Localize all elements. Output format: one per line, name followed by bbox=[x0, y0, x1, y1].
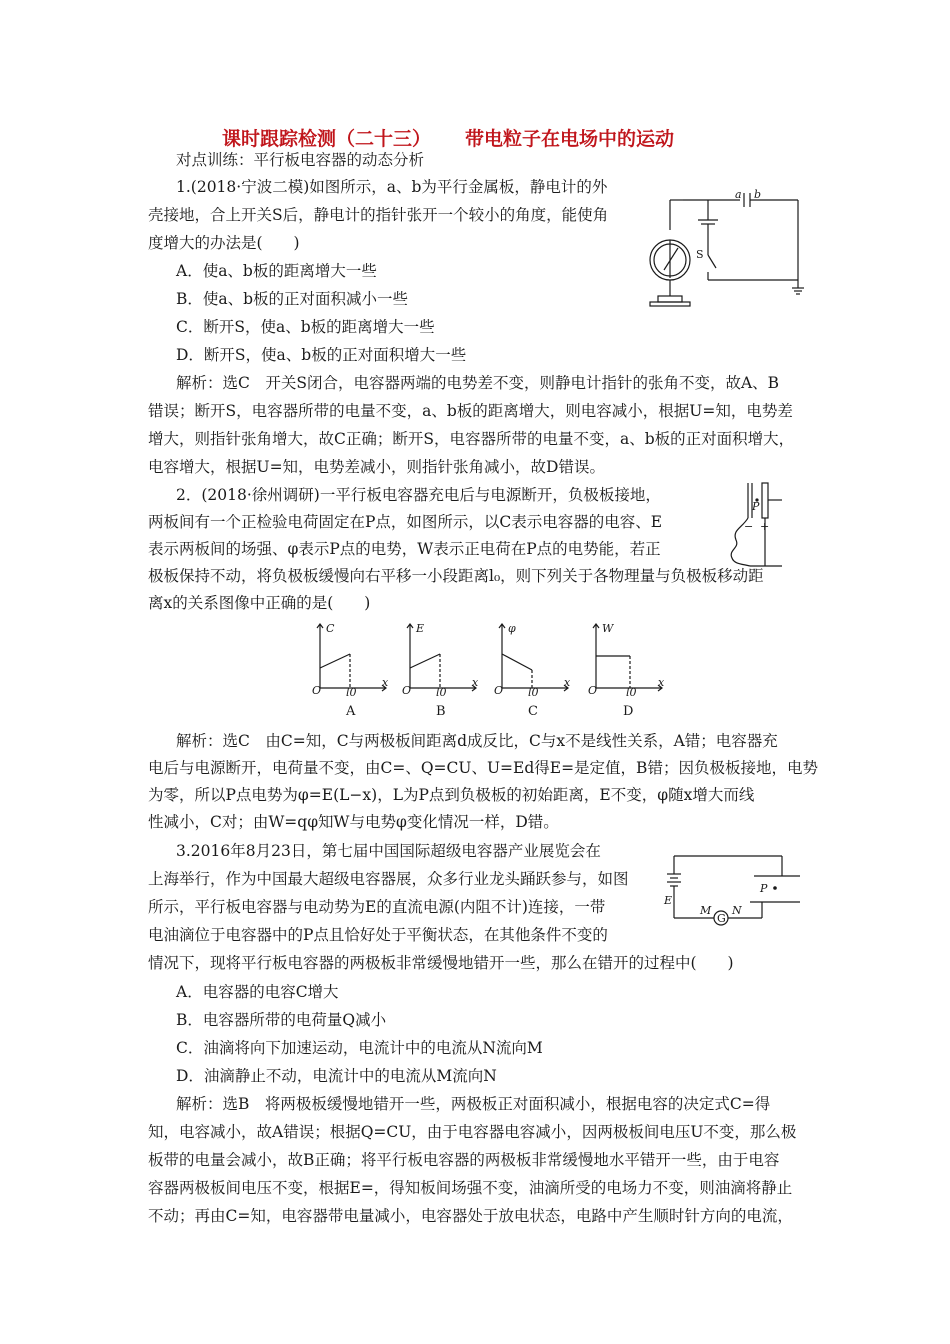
q1-solution-1: 解析：选C 开关S闭合，电容器两端的电势差不变，则静电计指针的张角不变，故A、B bbox=[176, 374, 780, 392]
q3-fig-label-e: E bbox=[664, 894, 673, 907]
title-main: 课时跟踪检测（二十三） bbox=[222, 128, 432, 150]
title-sub: 带电粒子在电场中的运动 bbox=[465, 128, 675, 150]
q3-solution-3: 板带的电量会减小，故B正确；将平行板电容器的两极板非常缓慢地水平错开一些，由于电容 bbox=[148, 1151, 780, 1169]
q1-line-2: 壳接地，合上开关S后，静电计的指针张开一个较小的角度，能使角 bbox=[148, 206, 609, 224]
q3-solution-1: 解析：选B 将两极板缓慢地错开一些，两极板正对面积减小，根据电容的决定式C=得 bbox=[176, 1095, 771, 1113]
graph-d-caption: D bbox=[623, 704, 634, 719]
graph-d-tick: l0 bbox=[626, 686, 637, 699]
q2-line-4: 极板保持不动，将负极板缓慢向右平移一小段距离l₀，则下列关于各物理量与负极板移动距 bbox=[148, 567, 764, 585]
q2-fig-label-p: P bbox=[752, 500, 760, 513]
q1-option-a: A．使a、b板的距离增大一些 bbox=[176, 262, 377, 280]
q2-line-5: 离x的关系图像中正确的是( ) bbox=[148, 594, 371, 612]
q2-solution-2: 电后与电源断开，电荷量不变，由C=、Q=CU、U=Ed得E=是定值，B错；因负极板接地，电势 bbox=[148, 759, 818, 777]
q2-fig-label-minus: − bbox=[744, 520, 754, 533]
graph-a bbox=[310, 620, 390, 699]
q3-line-4: 电油滴位于电容器中的P点且恰好处于平衡状态，在其他条件不变的 bbox=[148, 926, 608, 944]
graph-b-ylabel: E bbox=[416, 622, 425, 635]
q1-solution-2: 错误；断开S，电容器所带的电量不变，a、b板的距离增大，则电容减小，根据U=知，电势差 bbox=[148, 402, 793, 420]
q2-solution-4: 性减小，C对；由W=qφ知W与电势φ变化情况一样，D错。 bbox=[148, 813, 559, 831]
q3-line-3: 所示，平行板电容器与电动势为E的直流电源(内阻不计)连接，一带 bbox=[148, 898, 606, 916]
graph-b-tick: l0 bbox=[436, 686, 447, 699]
q3-circuit-figure bbox=[662, 852, 812, 924]
q3-option-d: D．油滴静止不动，电流计中的电流从M流向N bbox=[176, 1067, 497, 1085]
q3-solution-2: 知，电容减小，故A错误；根据Q=CU，由于电容器电容减小，因两极板间电压U不变，那么极 bbox=[148, 1123, 797, 1141]
q2-line-2: 两板间有一个正检验电荷固定在P点，如图所示，以C表示电容器的电容、E bbox=[148, 513, 663, 531]
page-title bbox=[222, 124, 674, 151]
q2-fig-label-plus: + bbox=[760, 520, 770, 533]
graph-d bbox=[586, 620, 666, 699]
graph-c-ylabel: φ bbox=[508, 622, 516, 635]
q3-fig-label-m: M bbox=[700, 904, 712, 917]
graph-d-ylabel: W bbox=[602, 622, 614, 635]
q2-line-3: 表示两板间的场强、φ表示P点的电势，W表示正电荷在P点的电势能，若正 bbox=[148, 540, 661, 558]
q1-electrometer-figure bbox=[640, 190, 810, 330]
graph-c-curve bbox=[502, 654, 532, 670]
q3-line-2: 上海举行，作为中国最大超级电容器展，众多行业龙头踊跃参与，如图 bbox=[148, 870, 629, 888]
graph-d-xlabel: x bbox=[658, 676, 665, 689]
graph-a-origin: O bbox=[312, 684, 322, 697]
q3-fig-label-n: N bbox=[732, 904, 742, 917]
q2-line-1: 2．(2018·徐州调研)一平行板电容器充电后与电源断开，负极板接地， bbox=[176, 486, 661, 504]
graph-a-xlabel: x bbox=[382, 676, 389, 689]
graph-b-origin: O bbox=[402, 684, 412, 697]
graph-b bbox=[400, 620, 480, 699]
graph-c-caption: C bbox=[528, 704, 538, 719]
q1-line-1: 1.(2018·宁波二模)如图所示，a、b为平行金属板，静电计的外 bbox=[176, 178, 608, 196]
q3-option-c: C．油滴将向下加速运动，电流计中的电流从N流向M bbox=[176, 1039, 543, 1057]
q3-option-b: B．电容器所带的电荷量Q减小 bbox=[176, 1011, 387, 1029]
q1-option-d: D．断开S，使a、b板的正对面积增大一些 bbox=[176, 346, 467, 364]
q2-capacitor-figure bbox=[722, 478, 792, 578]
q2-solution-1: 解析：选C 由C=知，C与两极板间距离d成反比，C与x不是线性关系，A错；电容器充 bbox=[176, 732, 778, 750]
graph-c-xlabel: x bbox=[564, 676, 571, 689]
q3-line-5: 情况下，现将平行板电容器的两极板非常缓慢地错开一些，那么在错开的过程中( ) bbox=[148, 954, 734, 972]
q3-line-1: 3.2016年8月23日，第七届中国国际超级电容器产业展览会在 bbox=[176, 842, 601, 860]
section-heading: 对点训练：平行板电容器的动态分析 bbox=[176, 151, 425, 169]
graph-b-caption: B bbox=[436, 704, 446, 719]
q1-option-c: C．断开S，使a、b板的距离增大一些 bbox=[176, 318, 435, 336]
q1-fig-label-b: b bbox=[754, 188, 762, 201]
q3-option-a: A．电容器的电容C增大 bbox=[176, 983, 339, 1001]
graph-a-tick: l0 bbox=[346, 686, 357, 699]
q2-solution-3: 为零，所以P点电势为φ=E(L−x)，L为P点到负极板的初始距离，E不变，φ随x增大而线 bbox=[148, 786, 755, 804]
graph-c-tick: l0 bbox=[528, 686, 539, 699]
graph-a-curve bbox=[320, 654, 350, 668]
graph-b-curve bbox=[410, 654, 440, 668]
q1-option-b: B．使a、b板的正对面积减小一些 bbox=[176, 290, 409, 308]
q1-solution-3: 增大，则指针张角增大，故C正确；断开S，电容器所带的电量不变，a、b板的正对面积增大， bbox=[148, 430, 795, 448]
q1-line-3: 度增大的办法是( ) bbox=[148, 234, 300, 252]
graph-a-caption: A bbox=[346, 704, 356, 719]
q3-fig-label-g: G bbox=[717, 912, 726, 925]
q3-fig-label-p: P bbox=[760, 882, 768, 895]
q3-solution-4: 容器两极板间电压不变，根据E=，得知板间场强不变，油滴所受的电场力不变，则油滴将静止 bbox=[148, 1179, 793, 1197]
graph-c bbox=[492, 620, 572, 699]
q1-fig-label-s: S bbox=[696, 248, 704, 261]
graph-a-ylabel: C bbox=[326, 622, 335, 635]
graph-c-origin: O bbox=[494, 684, 504, 697]
graph-b-xlabel: x bbox=[472, 676, 479, 689]
q1-fig-label-a: a bbox=[735, 188, 742, 201]
q1-solution-4: 电容增大，根据U=知，电势差减小，则指针张角减小，故D错误。 bbox=[148, 458, 605, 476]
graph-d-origin: O bbox=[588, 684, 598, 697]
q3-solution-5: 不动；再由C=知，电容器带电量减小，电容器处于放电状态，电路中产生顺时针方向的电流， bbox=[148, 1207, 793, 1225]
